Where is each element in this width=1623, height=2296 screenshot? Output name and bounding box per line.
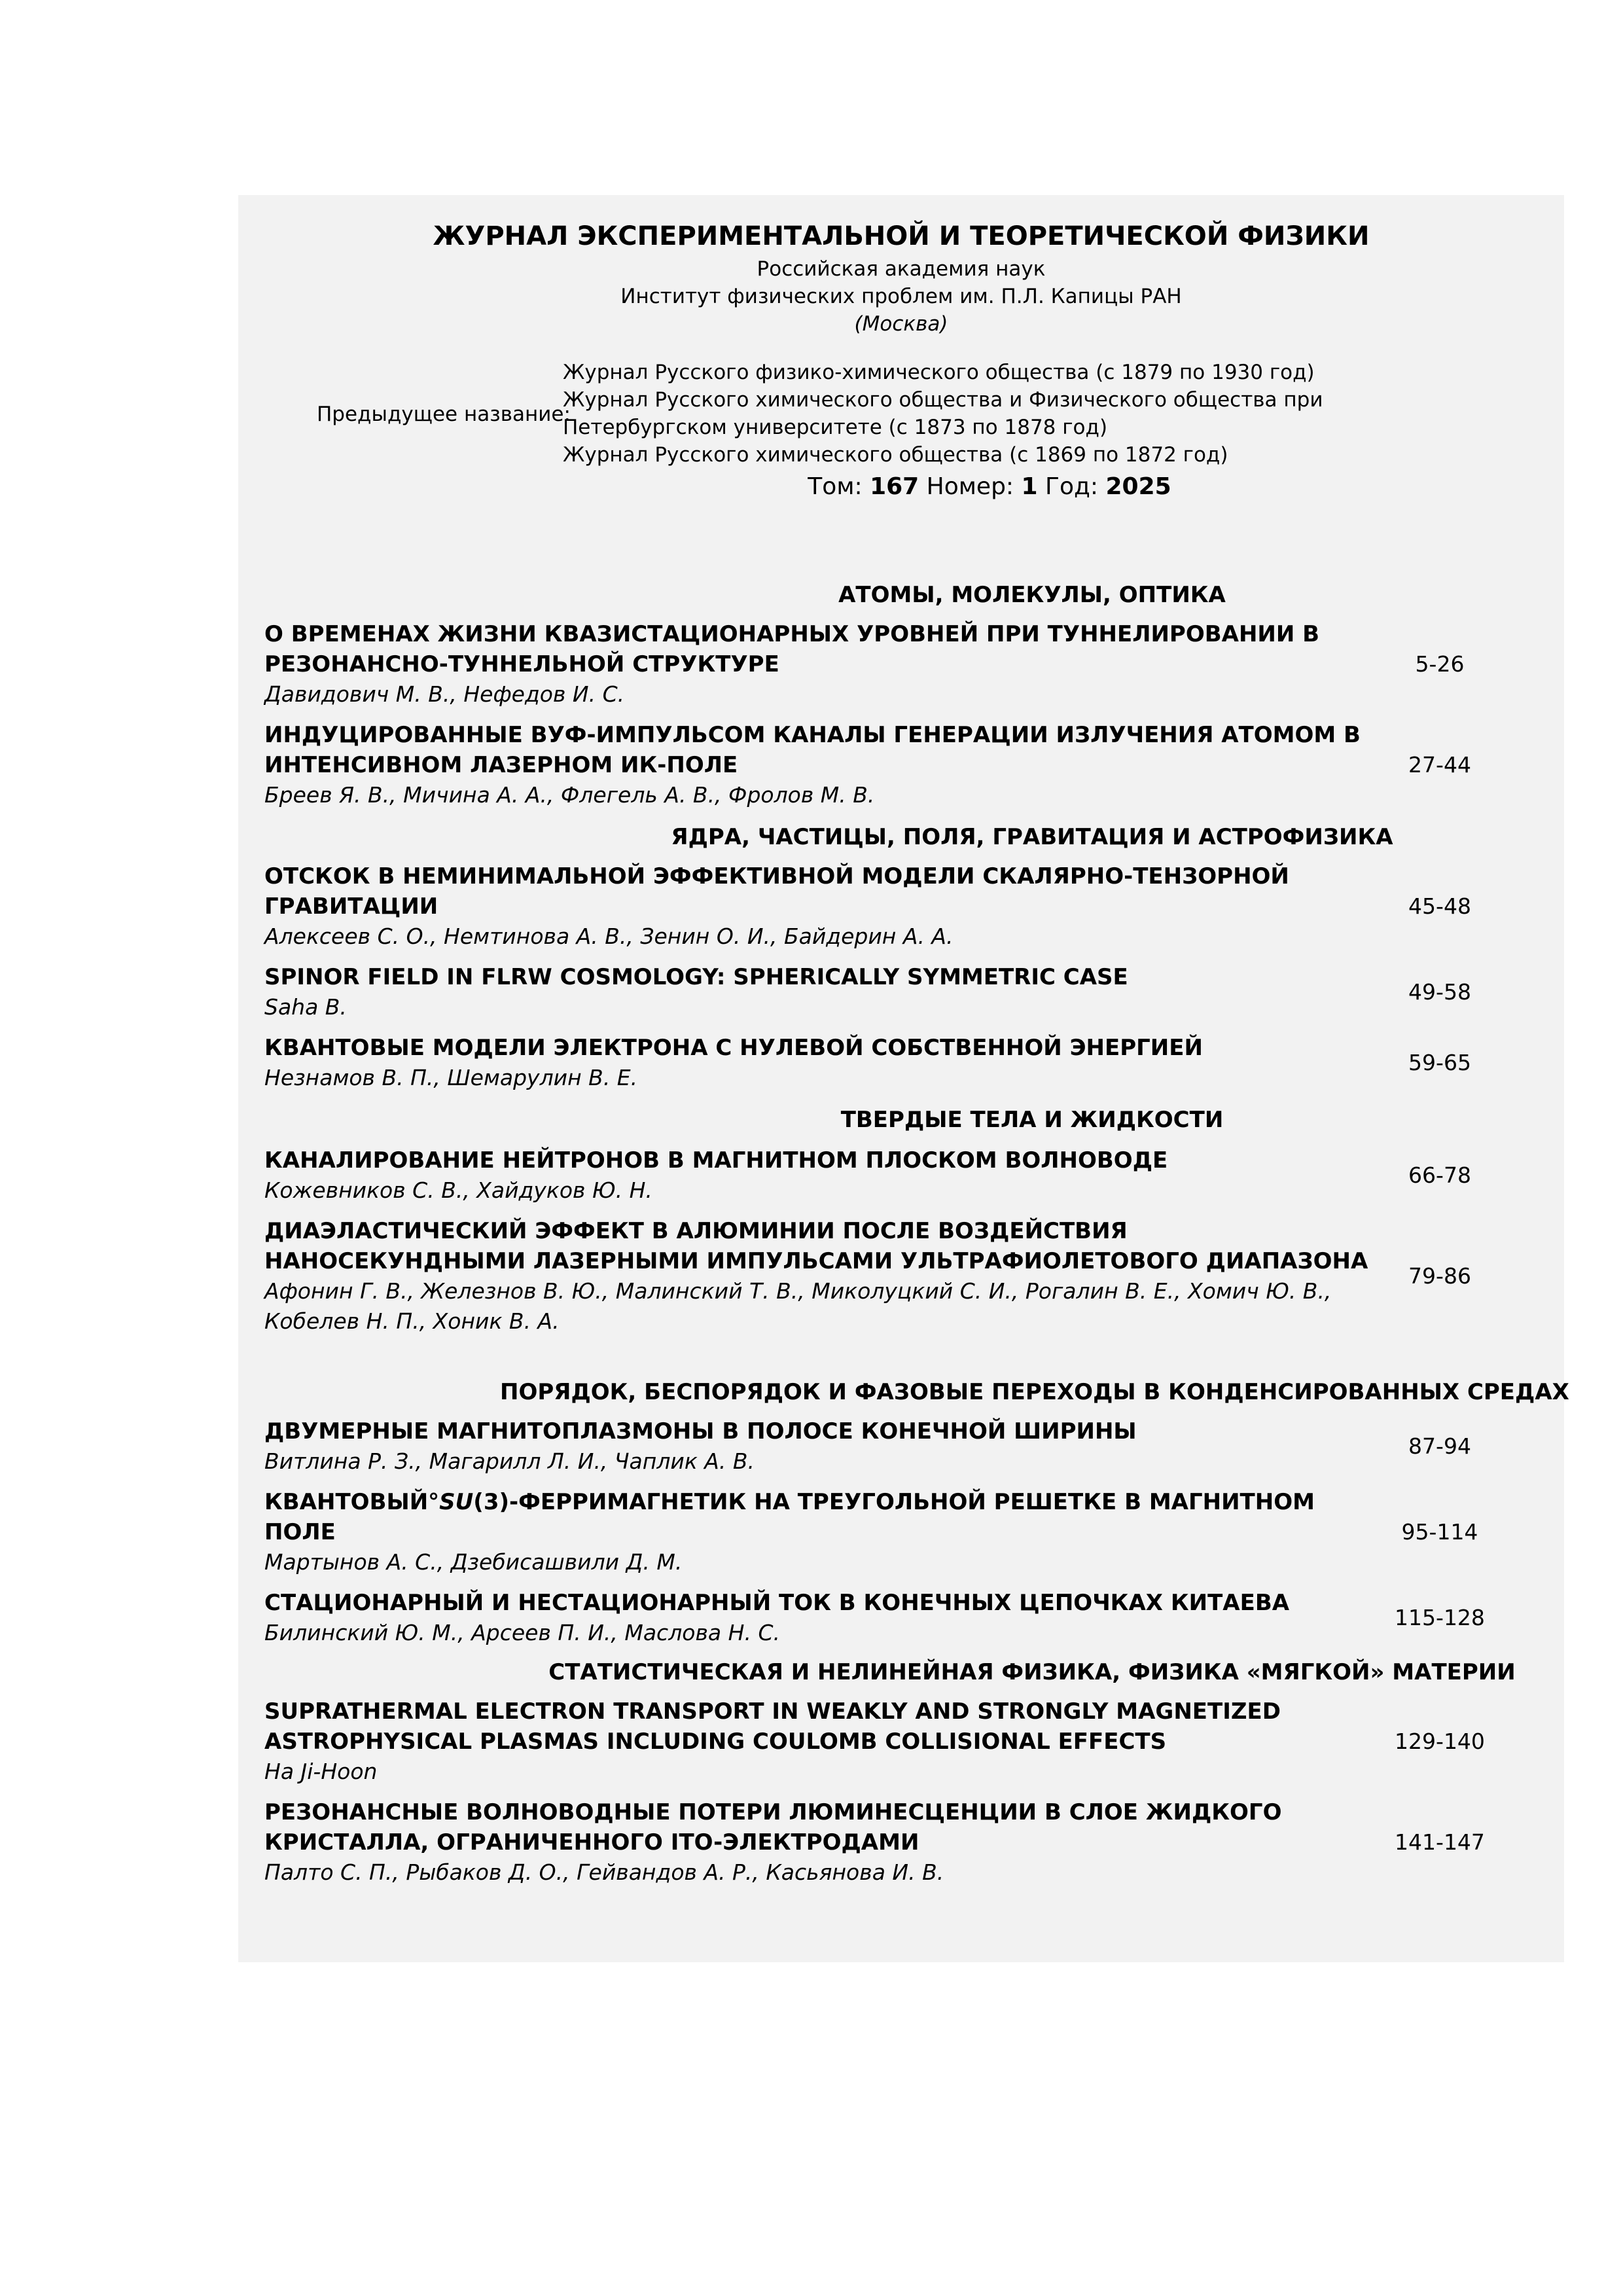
article-pages: 45-48 xyxy=(1408,893,1471,919)
toc-entry[interactable] xyxy=(264,1416,1564,1477)
year-label: Год: xyxy=(1045,473,1099,500)
number-label: Номер: xyxy=(926,473,1014,500)
article-authors: Незнамов В. П., Шемарулин В. Е. xyxy=(264,1065,638,1090)
article-authors: Палто С. П., Рыбаков Д. О., Гейвандов А. Р., Касьянова И. В. xyxy=(264,1859,944,1885)
article-pages: 87-94 xyxy=(1408,1433,1471,1459)
article-authors: Кожевников С. В., Хайдуков Ю. Н. xyxy=(264,1177,652,1203)
article-pages: 95-114 xyxy=(1401,1519,1478,1545)
institute-name: Институт физических проблем им. П.Л. Капицы РАН xyxy=(620,285,1182,308)
article-pages: 49-58 xyxy=(1408,979,1471,1005)
previous-names-label: Предыдущее название: xyxy=(317,403,571,426)
article-authors: Афонин Г. В., Железнов В. Ю., Малинский Т. В., Миколуцкий С. И., Рогалин В. Е., Хомич Ю. В., Кобелев Н. П., Хоник В. А. xyxy=(264,1278,1332,1334)
article-title[interactable]: КАНАЛИРОВАНИЕ НЕЙТРОНОВ В МАГНИТНОМ ПЛОСКОМ ВОЛНОВОДЕ xyxy=(264,1147,1168,1174)
article-authors: Saha B. xyxy=(264,994,347,1020)
article-title[interactable]: КВАНТОВЫЕ МОДЕЛИ ЭЛЕКТРОНА С НУЛЕВОЙ СОБСТВЕННОЙ ЭНЕРГИЕЙ xyxy=(264,1035,1203,1061)
article-title[interactable]: ИНДУЦИРОВАННЫЕ ВУФ-ИМПУЛЬСОМ КАНАЛЫ ГЕНЕРАЦИИ ИЗЛУЧЕНИЯ АТОМОМ В ИНТЕНСИВНОМ ЛАЗЕРНОМ ИК-ПОЛЕ xyxy=(264,722,1361,778)
article-authors: Ha Ji-Hoon xyxy=(264,1759,378,1784)
article-pages: 141-147 xyxy=(1395,1829,1485,1855)
article-authors: Давидович М. В., Нефедов И. С. xyxy=(264,681,625,707)
article-authors: Мартынов А. С., Дзебисашвили Д. М. xyxy=(264,1549,683,1575)
article-pages: 79-86 xyxy=(1408,1263,1471,1289)
article-authors: Витлина Р. З., Магарилл Л. И., Чаплик А. В. xyxy=(264,1448,755,1474)
previous-name-line: Журнал Русского химического общества и Физического общества при xyxy=(563,388,1323,412)
academy-name: Российская академия наук xyxy=(757,257,1046,281)
toc-entry[interactable] xyxy=(264,1696,1564,1787)
section-heading: СТАТИСТИЧЕСКАЯ И НЕЛИНЕЙНАЯ ФИЗИКА, ФИЗИКА «МЯГКОЙ» МАТЕРИИ xyxy=(548,1659,1516,1685)
article-title[interactable]: О ВРЕМЕНАХ ЖИЗНИ КВАЗИСТАЦИОНАРНЫХ УРОВНЕЙ ПРИ ТУННЕЛИРОВАНИИ В РЕЗОНАНСНО-ТУННЕЛЬНОЙ СТРУКТУРЕ xyxy=(264,621,1320,677)
previous-name-line: Журнал Русского физико-химического общества (с 1879 по 1930 год) xyxy=(563,361,1315,384)
section-heading: АТОМЫ, МОЛЕКУЛЫ, ОПТИКА xyxy=(838,582,1226,608)
article-title[interactable] xyxy=(264,1487,1377,1547)
article-pages: 66-78 xyxy=(1408,1162,1471,1188)
toc-entry[interactable] xyxy=(264,720,1564,810)
article-pages: 115-128 xyxy=(1395,1605,1485,1630)
year-value: 2025 xyxy=(1105,473,1171,500)
article-title-part: (3)-ФЕРРИМАГНЕТИК НА ТРЕУГОЛЬНОЙ РЕШЕТКЕ В МАГНИТНОМ ПОЛЕ xyxy=(264,1489,1315,1545)
article-authors: Алексеев С. О., Немтинова А. В., Зенин О. И., Байдерин А. А. xyxy=(264,924,954,949)
toc-entry[interactable] xyxy=(264,1487,1564,1577)
toc-entry[interactable] xyxy=(264,1145,1564,1206)
volume-value: 167 xyxy=(870,473,919,500)
journal-title: ЖУРНАЛ ЭКСПЕРИМЕНТАЛЬНОЙ И ТЕОРЕТИЧЕСКОЙ ФИЗИКИ xyxy=(433,221,1370,251)
toc-entry[interactable] xyxy=(264,619,1564,709)
table-of-contents xyxy=(238,195,1569,1962)
article-title[interactable]: SPINOR FIELD IN FLRW COSMOLOGY: SPHERICALLY SYMMETRIC CASE xyxy=(264,964,1128,990)
article-pages: 27-44 xyxy=(1408,752,1471,778)
toc-entry[interactable] xyxy=(264,861,1564,952)
article-title-part: КВАНТОВЫЙ° xyxy=(264,1489,440,1515)
toc-entry[interactable] xyxy=(264,1797,1564,1888)
previous-name-line: Журнал Русского химического общества (с 1869 по 1872 год) xyxy=(563,443,1228,467)
article-title[interactable]: ОТСКОК В НЕМИНИМАЛЬНОЙ ЭФФЕКТИВНОЙ МОДЕЛИ СКАЛЯРНО-ТЕНЗОРНОЙ ГРАВИТАЦИИ xyxy=(264,863,1289,920)
article-pages: 129-140 xyxy=(1395,1729,1485,1754)
article-pages: 59-65 xyxy=(1408,1050,1471,1075)
previous-name-line: Петербургском университете (с 1873 по 1878 год) xyxy=(563,416,1108,439)
volume-label: Том: xyxy=(808,473,863,500)
toc-entry[interactable] xyxy=(264,1588,1564,1648)
article-title[interactable]: SUPRATHERMAL ELECTRON TRANSPORT IN WEAKLY AND STRONGLY MAGNETIZED ASTROPHYSICAL PLASMAS INCLUDING COULOMB COLLISIONAL EFFECTS xyxy=(264,1698,1281,1755)
article-title[interactable]: ДИАЭЛАСТИЧЕСКИЙ ЭФФЕКТ В АЛЮМИНИИ ПОСЛЕ ВОЗДЕЙСТВИЯ НАНОСЕКУНДНЫМИ ЛАЗЕРНЫМИ ИМПУЛЬСАМИ УЛЬТРАФИОЛЕТОВОГО ДИАПАЗОНА xyxy=(264,1218,1368,1274)
toc-entry[interactable] xyxy=(264,1216,1564,1336)
article-title[interactable]: ДВУМЕРНЫЕ МАГНИТОПЛАЗМОНЫ В ПОЛОСЕ КОНЕЧНОЙ ШИРИНЫ xyxy=(264,1418,1137,1444)
section-heading: ЯДРА, ЧАСТИЦЫ, ПОЛЯ, ГРАВИТАЦИЯ И АСТРОФИЗИКА xyxy=(671,824,1393,850)
toc-panel xyxy=(238,195,1569,1962)
article-pages: 5-26 xyxy=(1415,651,1465,677)
toc-entry[interactable] xyxy=(264,962,1564,1022)
article-title[interactable]: РЕЗОНАНСНЫЕ ВОЛНОВОДНЫЕ ПОТЕРИ ЛЮМИНЕСЦЕНЦИИ В СЛОЕ ЖИДКОГО КРИСТАЛЛА, ОГРАНИЧЕННОГО ITO-ЭЛЕКТРОДАМИ xyxy=(264,1799,1282,1856)
article-authors: Бреев Я. В., Мичина А. А., Флегель А. В., Фролов М. В. xyxy=(264,782,875,808)
article-authors: Билинский Ю. М., Арсеев П. И., Маслова Н. С. xyxy=(264,1620,780,1645)
city-name: (Москва) xyxy=(854,312,948,336)
section-heading: ТВЕРДЫЕ ТЕЛА И ЖИДКОСТИ xyxy=(840,1107,1224,1133)
article-title[interactable]: СТАЦИОНАРНЫЙ И НЕСТАЦИОНАРНЫЙ ТОК В КОНЕЧНЫХ ЦЕПОЧКАХ КИТАЕВА xyxy=(264,1590,1290,1616)
number-value: 1 xyxy=(1021,473,1038,500)
section-heading: ПОРЯДОК, БЕСПОРЯДОК И ФАЗОВЫЕ ПЕРЕХОДЫ В КОНДЕНСИРОВАННЫХ СРЕДАХ xyxy=(500,1379,1569,1405)
article-title-italic: SU xyxy=(439,1489,474,1515)
toc-entry[interactable] xyxy=(264,1033,1564,1093)
